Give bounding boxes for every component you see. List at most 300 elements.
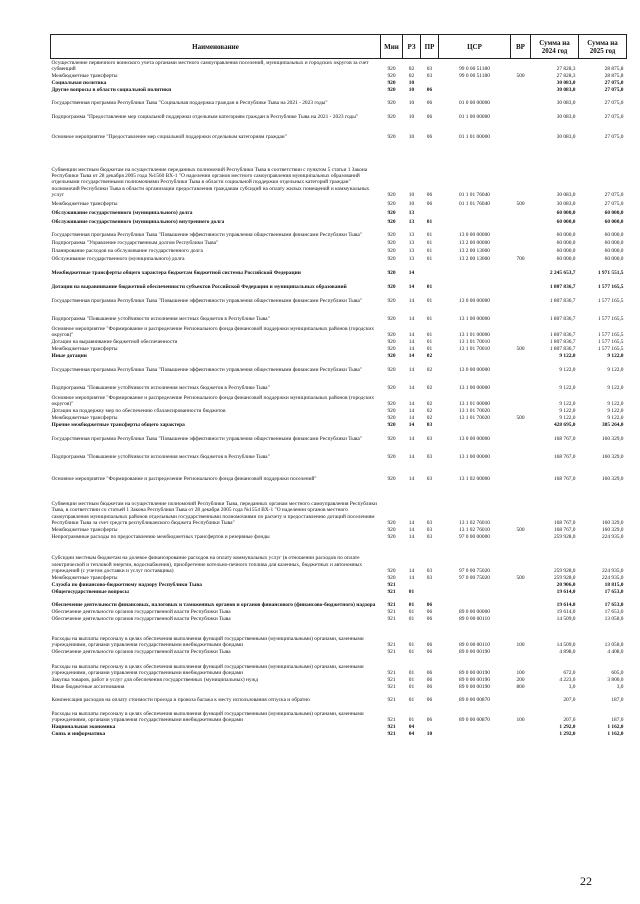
row-name: Межбюджетные трансферты [51,72,118,79]
row-pr: 01 [426,315,433,322]
row-min: 921 [387,608,396,615]
table-row [51,290,627,304]
table-row [51,373,627,391]
row-csr: 13 1 01 70010 [459,338,490,345]
row-rz: 10 [408,99,415,106]
row-pr [421,588,439,595]
row-min: 921 [387,601,396,608]
row-rz: 14 [408,384,415,391]
row-name: Основное мероприятие "Формирование и распределение Регионального фонда финансовой поддержки муниципальных районов (городских округов)" [51,325,375,338]
row-min: 920 [387,269,396,276]
row-vr [511,216,531,225]
row-name: Обслуживание государственного (муниципального) внутреннего долга [51,218,225,225]
row-min: 920 [387,345,396,352]
row-min: 920 [387,315,396,322]
row-sum-2025: 9 122,0 [607,414,624,421]
table-row [51,421,627,428]
table-row [51,588,627,595]
row-sum-2025: 160 329,0 [601,453,624,460]
row-min: 920 [387,526,396,533]
header-csr: ЦСР [439,35,511,59]
row-vr [511,407,531,414]
row-sum-2024: 9 122,0 [559,352,576,359]
table-header-row [51,35,627,59]
row-pr: 01 [426,331,433,338]
row-name: Межбюджетные трансферты [51,526,118,533]
table-row [51,648,627,655]
row-sum-2024: 9 122,0 [559,366,576,373]
row-name: Расходы на выплаты персоналу в целях обеспечения выполнения функций государственными (муниципальными) органами, казенными учреждениями, органами управления государственными внебюджетными фондами [51,663,364,676]
table-row [51,460,627,482]
row-min: 921 [387,648,396,655]
row-name: Дотации на выравнивание бюджетной обеспеченности субъектов Российской Федерации и муниципальных образований [51,283,347,290]
row-sum-2025: 160 329,0 [601,435,624,442]
row-pr [421,262,439,276]
row-sum-2024: 60 000,0 [556,218,576,225]
table-row [51,574,627,581]
row-pr: 06 [426,86,433,93]
row-pr: 02 [426,400,433,407]
row-csr: 13 1 00 00000 [459,315,490,322]
row-min: 920 [387,218,396,225]
row-rz: 14 [408,421,415,428]
row-min: 920 [387,384,396,391]
row-min: 920 [387,338,396,345]
row-pr [421,723,439,730]
table-row [51,533,627,540]
row-sum-2024: 9 122,0 [559,407,576,414]
row-sum-2024: 207,0 [563,696,576,703]
row-sum-2024: 19 614,0 [556,601,576,608]
row-rz: 14 [408,475,415,482]
row-rz: 10 [408,113,415,120]
row-pr: 06 [426,99,433,106]
row-pr: 06 [426,683,433,690]
row-name: Прочие межбюджетные трансферты общего характера [51,421,185,428]
row-pr: 06 [426,641,433,648]
row-csr: 13 1 01 00000 [459,400,490,407]
row-min: 920 [387,352,396,359]
row-csr: 13 1 02 76010 [459,519,490,526]
row-rz: 01 [408,676,415,683]
row-vr [511,140,531,198]
row-sum-2025: 9 122,0 [607,352,624,359]
row-sum-2024: 60 000,0 [556,231,576,238]
row-csr: 89 0 00 00870 [459,696,490,703]
row-vr: 200 [516,676,525,683]
row-vr: 500 [516,72,525,79]
row-csr: 97 0 00 75020 [459,574,490,581]
row-rz: 14 [408,519,415,526]
row-csr: 13 1 01 00000 [459,331,490,338]
row-csr: 99 0 00 51180 [459,65,490,72]
row-name: Социальная политика [51,79,107,86]
row-pr: 06 [426,716,433,723]
row-sum-2025: 60 000,0 [604,247,624,254]
row-pr: 06 [426,608,433,615]
row-pr: 03 [426,421,433,428]
row-min: 920 [387,133,396,140]
row-vr [511,246,531,254]
row-name: Обслуживание государственного (муниципального) долга [51,255,185,262]
row-sum-2024: 30 083,0 [556,191,576,198]
table-row [51,407,627,414]
row-sum-2024: 60 000,0 [556,209,576,216]
table-row [51,352,627,359]
row-sum-2025: 9 122,0 [607,384,624,391]
header-pr: ПР [421,35,439,59]
row-sum-2024: 4 223,0 [559,676,576,683]
table-row [51,683,627,690]
row-pr: 02 [426,414,433,421]
row-pr: 06 [426,113,433,120]
row-name: Государственная программа Республики Тыва "Повышение эффективности управления общественными финансами Республики Тыва" [51,435,362,442]
row-vr [511,262,531,276]
row-csr: 89 0 00 00110 [459,641,490,648]
row-csr: 99 0 00 51180 [459,72,490,79]
row-name: Межбюджетные трансферты общего характера бюджетам бюджетной системы Российской Федерации [51,269,301,276]
row-csr: 01 1 01 76040 [459,191,490,198]
row-pr: 01 [426,338,433,345]
table-row [51,216,627,225]
row-rz: 14 [408,414,415,421]
row-sum-2025: 3 800,0 [607,676,624,683]
table-row [51,198,627,207]
row-csr: 01 1 01 00000 [459,133,490,140]
row-rz: 14 [408,331,415,338]
row-name: Обеспечение деятельности финансовых, налоговых и таможенных органов и органов финансового (финансово-бюджетного) надзора [51,601,376,608]
row-csr: 13 0 00 00000 [459,231,490,238]
row-rz: 10 [408,86,415,93]
table-row [51,93,627,106]
row-sum-2024: 3,0 [568,683,576,690]
row-vr [511,442,531,460]
row-name: Субвенции местным бюджетам на осуществление полномочий Республики Тыва, переданных органам местного самоуправления Республики Тыва, в соответствии со статьей 1 Закона Республики Тыва от 28 декабря 2005 года №1554 ВХ-1 "О наделении органов местного самоуправления муниципальных районов отдельными государственными полномочиями по расчету и предоставлению дотаций поселениям Республики Тыва за счет средств республиканского бюджета Республики Тыва" [51,501,377,526]
row-vr [511,79,531,86]
row-rz: 14 [408,315,415,322]
row-min: 920 [387,72,396,79]
row-sum-2024: 30 083,0 [556,79,576,86]
row-vr: 500 [516,574,525,581]
row-csr: 89 0 00 00870 [459,716,490,723]
row-vr [511,588,531,595]
row-pr: 01 [426,247,433,254]
row-sum-2024: 9 122,0 [559,400,576,407]
row-sum-2024: 60 000,0 [556,239,576,246]
row-vr [511,120,531,140]
row-vr [511,615,531,622]
row-csr: 89 0 00 00190 [459,669,490,676]
row-name: Основное мероприятие "Формирование и распределение Регионального фонда финансовой поддержки поселений" [51,475,317,482]
row-min: 920 [387,247,396,254]
row-min: 921 [387,723,396,730]
row-rz: 14 [408,400,415,407]
row-sum-2025: 60 000,0 [604,239,624,246]
row-min: 920 [387,519,396,526]
row-sum-2024: 9 122,0 [559,384,576,391]
row-csr: 01 1 01 76040 [459,200,490,207]
row-sum-2025: 1 577 165,5 [597,331,624,338]
row-sum-2024: 60 000,0 [556,247,576,254]
row-sum-2024: 168 767,0 [553,526,576,533]
table-row [51,676,627,683]
row-pr: 03 [426,567,433,574]
table-row [51,655,627,676]
row-vr [511,730,531,737]
table-row [51,442,627,460]
row-sum-2025: 4 408,0 [607,648,624,655]
row-min: 921 [387,588,396,595]
row-min: 920 [387,231,396,238]
row-rz: 13 [408,231,415,238]
row-min: 920 [387,574,396,581]
row-pr: 03 [426,519,433,526]
row-sum-2024: 1 292,0 [559,730,576,737]
row-vr: 500 [516,414,525,421]
row-sum-2025: 27 075,0 [604,200,624,207]
row-sum-2024: 1 292,0 [559,723,576,730]
row-sum-2025: 18 815,0 [604,581,624,588]
row-name: Субвенции местным бюджетам на осуществление переданных полномочий Республики Тыва в соответствии с пунктом 5 статьи 1 Закона Республики Тыва от 28 декабря 2005 года №1560 ВХ-1 "О наделении органов местного самоуправления муниципальных образований отдельными государственными полномочиями Республики Тыва в области социальной поддержки отдельных категорий граждан" полномочий Республики Тыва в области организации предоставления гражданам субсидий на оплату жилых помещений и коммунальных услуг [51,166,370,198]
table-row [51,595,627,608]
row-name: Государственная программа Республики Тыва "Социальная поддержка граждан в Республике Тыва на 2021 - 2023 годы" [51,99,328,106]
row-csr: 13 0 00 00000 [459,297,490,304]
row-sum-2025: 9 122,0 [607,366,624,373]
row-pr: 03 [426,65,433,72]
row-sum-2025: 1 577 165,5 [597,338,624,345]
row-min: 921 [387,669,396,676]
row-rz: 01 [408,648,415,655]
row-sum-2025: 224 935,0 [601,574,624,581]
row-vr [511,238,531,246]
row-vr [511,352,531,359]
row-min: 920 [387,421,396,428]
row-rz: 04 [408,730,415,737]
row-min: 921 [387,641,396,648]
row-pr: 03 [426,453,433,460]
row-sum-2025: 27 075,0 [604,79,624,86]
row-min: 920 [387,475,396,482]
row-name: Служба по финансово-бюджетному надзору Республики Тыва [51,581,202,588]
row-sum-2024: 428 695,0 [553,421,576,428]
row-rz: 14 [408,338,415,345]
row-rz: 01 [408,588,415,595]
table-row [51,276,627,290]
row-name: Обслуживание государственного (муниципального) долга [51,209,193,216]
row-sum-2025: 224 935,0 [601,567,624,574]
row-vr [511,290,531,304]
row-csr: 13 0 00 00000 [459,435,490,442]
row-sum-2024: 259 928,0 [553,567,576,574]
row-sum-2024: 2 245 653,7 [549,269,576,276]
row-sum-2025: 3,0 [616,683,624,690]
row-min: 920 [387,86,396,93]
row-name: Подпрограмма "Повышение устойчивости исполнения местных бюджетов в Республике Тыва" [51,315,270,322]
row-name: Обеспечение деятельности органов государственной власти Республики Тыва [51,648,231,655]
row-vr: 500 [516,526,525,533]
row-name: Дотации на поддержку мер по обеспечению сбалансированности бюджетов [51,407,226,414]
row-min: 920 [387,283,396,290]
row-min: 920 [387,200,396,207]
table-row [51,140,627,198]
row-sum-2025: 1 577 165,5 [597,283,624,290]
row-rz: 01 [408,683,415,690]
row-csr: 89 0 00 00190 [459,676,490,683]
row-name: Основное мероприятие "Предоставление мер социальной поддержки отдельным категориям граждан" [51,133,287,140]
row-sum-2025: 385 264,0 [601,421,624,428]
row-rz: 02 [408,72,415,79]
row-csr [439,595,511,608]
row-pr: 06 [426,601,433,608]
row-rz: 01 [408,608,415,615]
row-vr [511,482,531,526]
row-name: Государственная программа Республики Тыва "Повышение эффективности управления общественными финансами Республики Тыва" [51,366,362,373]
row-name: Подпрограмма "Предоставление мер социальной поддержки отдельным категориям граждан в Республике Тыва на 2021 - 2023 годы" [51,113,359,120]
row-sum-2025: 160 329,0 [601,519,624,526]
page-number: 22 [580,874,592,888]
row-csr [439,588,511,595]
row-csr: 13 2 00 13000 [459,255,490,262]
row-csr: 89 0 00 00110 [459,615,490,622]
row-vr [511,391,531,407]
row-rz: 01 [408,601,415,608]
row-name: Межбюджетные трансферты [51,200,118,207]
row-sum-2024: 30 083,0 [556,99,576,106]
table-row [51,79,627,86]
row-vr [511,540,531,574]
header-min: Мин [381,35,403,59]
header-vr: ВР [511,35,531,59]
row-rz: 01 [408,615,415,622]
row-pr: 01 [426,297,433,304]
table-row [51,59,627,73]
row-vr [511,460,531,482]
row-pr: 01 [426,231,433,238]
row-sum-2024: 1 807 836,7 [549,345,576,352]
row-vr [511,225,531,238]
row-rz: 10 [408,200,415,207]
row-name: Связь и информатика [51,730,106,737]
row-vr [511,359,531,373]
row-sum-2024: 1 807 836,7 [549,283,576,290]
table-row [51,730,627,737]
row-sum-2024: 168 767,0 [553,475,576,482]
row-sum-2025: 1 577 165,5 [597,345,624,352]
row-sum-2024: 14 509,0 [556,615,576,622]
row-pr: 06 [426,133,433,140]
table-row [51,120,627,140]
row-sum-2024: 30 083,0 [556,133,576,140]
row-csr: 13 1 01 70010 [459,345,490,352]
row-sum-2024: 30 083,0 [556,86,576,93]
row-rz: 01 [408,696,415,703]
row-csr [439,276,511,290]
row-min: 920 [387,255,396,262]
row-csr: 13 1 01 70020 [459,407,490,414]
row-sum-2025: 60 000,0 [604,231,624,238]
row-min: 921 [387,581,396,588]
row-rz [403,581,421,588]
row-csr [439,86,511,93]
row-csr: 89 0 00 00190 [459,683,490,690]
row-sum-2024: 9 122,0 [559,414,576,421]
row-rz: 10 [408,133,415,140]
row-csr [439,79,511,86]
row-sum-2025: 1 577 165,5 [597,315,624,322]
row-min: 920 [387,79,396,86]
row-sum-2025: 160 329,0 [601,526,624,533]
table-row [51,225,627,238]
row-csr: 01 1 00 00000 [459,113,490,120]
row-min: 921 [387,730,396,737]
row-rz: 01 [408,716,415,723]
row-rz: 14 [408,366,415,373]
row-sum-2024: 27 828,3 [556,65,576,72]
row-sum-2025: 27 075,0 [604,99,624,106]
row-sum-2024: 1 807 836,7 [549,331,576,338]
row-sum-2024: 672,0 [563,669,576,676]
row-sum-2025: 224 935,0 [601,533,624,540]
row-rz: 01 [408,669,415,676]
row-min: 920 [387,65,396,72]
row-rz: 14 [408,453,415,460]
row-pr: 10 [426,730,433,737]
row-sum-2025: 17 653,0 [604,608,624,615]
row-rz: 13 [408,239,415,246]
row-sum-2024: 60 000,0 [556,255,576,262]
row-min: 920 [387,209,396,216]
row-rz: 02 [408,65,415,72]
row-vr: 100 [516,716,525,723]
row-sum-2024: 14 509,0 [556,641,576,648]
row-sum-2024: 168 767,0 [553,519,576,526]
row-sum-2025: 13 058,0 [604,641,624,648]
row-csr [439,723,511,730]
row-sum-2025: 17 653,0 [604,601,624,608]
row-rz: 13 [408,218,415,225]
row-csr [439,352,511,359]
row-vr [511,106,531,120]
table-row [51,322,627,338]
row-sum-2024: 259 928,0 [553,574,576,581]
row-vr [511,608,531,615]
table-row [51,608,627,615]
row-vr [511,59,531,73]
row-rz: 14 [408,407,415,414]
row-pr: 06 [426,615,433,622]
row-csr: 13 1 01 70020 [459,414,490,421]
row-csr: 89 0 00 00000 [459,608,490,615]
row-pr: 03 [426,526,433,533]
row-sum-2025: 9 122,0 [607,400,624,407]
row-rz: 14 [408,269,415,276]
row-sum-2025: 1 577 165,5 [597,297,624,304]
row-min: 920 [387,453,396,460]
row-min: 921 [387,683,396,690]
row-sum-2025: 1 971 551,5 [597,269,624,276]
row-csr [439,581,511,588]
row-rz: 14 [408,283,415,290]
row-csr [439,207,511,216]
row-min: 920 [387,113,396,120]
row-csr: 13 1 00 00000 [459,384,490,391]
row-csr: 97 0 00 00000 [459,533,490,540]
table-row [51,581,627,588]
row-min: 920 [387,239,396,246]
row-rz: 13 [408,247,415,254]
table-row [51,622,627,648]
row-min: 920 [387,435,396,442]
